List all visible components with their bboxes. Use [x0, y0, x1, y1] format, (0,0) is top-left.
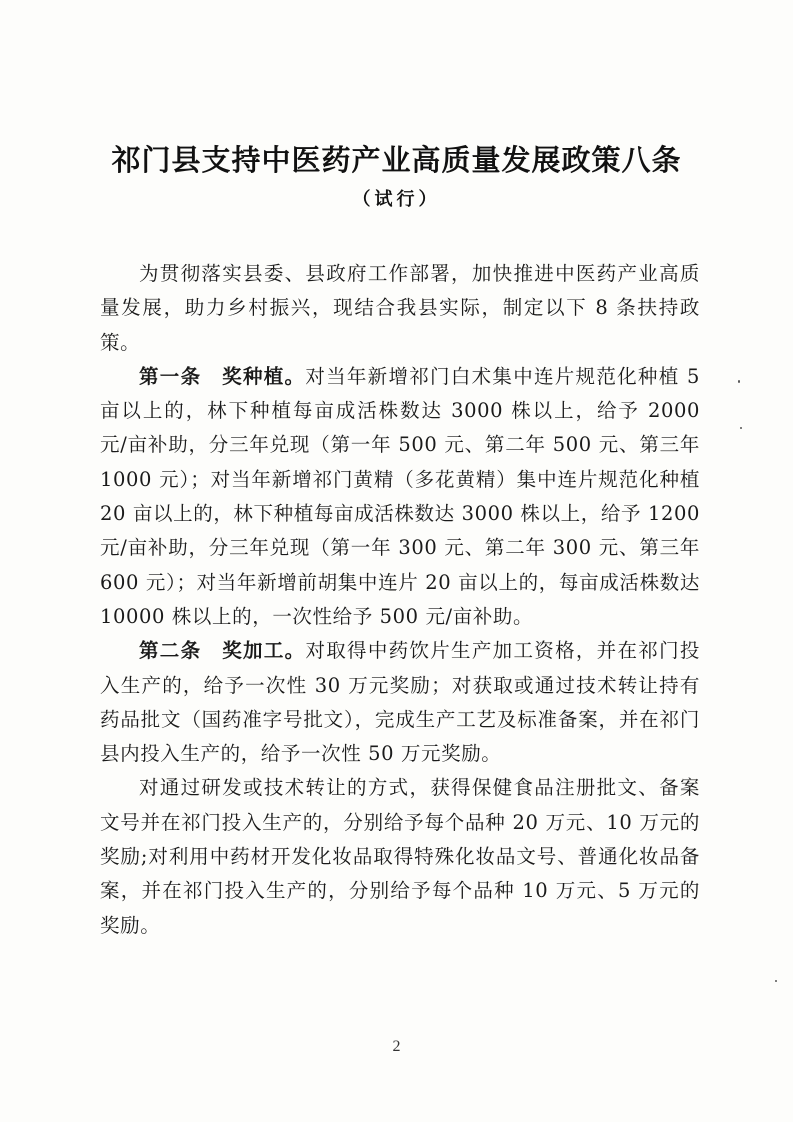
- document-subtitle: （试行）: [352, 189, 441, 210]
- article-2-continuation-paragraph: 对通过研发或技术转让的方式，获得保健食品注册批文、备案文号并在祁门投入生产的，分别给予每个品种 20 万元、10 万元的奖励;对利用中药材开发化妆品取得特殊化妆品文号、普通化妆品备案，并在祁门投入生产的，分别给予每个品种 10 万元、5 万元的奖励。: [100, 776, 700, 937]
- article-2-text: 对取得中药饮片生产加工资格，并在祁门投入生产的，给予一次性 30 万元奖励；对获取或通过技术转让持有药品批文（国药准字号批文），完成生产工艺及标准备案，并在祁门县内投入生产的，给予一次性 50 万元奖励。: [100, 639, 700, 766]
- scan-speck: [738, 380, 740, 383]
- article-2-paragraph: [100, 634, 700, 771]
- scan-speck: [775, 980, 777, 982]
- intro-paragraph: 为贯彻落实县委、县政府工作部署，加快推进中医药产业高质量发展，助力乡村振兴，现结合我县实际，制定以下 8 条扶持政策。: [100, 262, 700, 354]
- article-2-heading: 第二条 奖加工。: [139, 639, 306, 663]
- scan-speck: [740, 427, 742, 429]
- document-title: 祁门县支持中医药产业高质量发展政策八条: [111, 143, 682, 177]
- page-number: 2: [392, 1038, 401, 1055]
- article-1-heading: 第一条 奖种植。: [139, 364, 306, 388]
- article-1-paragraph: [100, 360, 700, 634]
- article-1-text: 对当年新增祁门白术集中连片规范化种植 5 亩以上的，林下种植每亩成活株数达 3000 株以上，给予 2000 元/亩补助，分三年兑现（第一年 500 元、第二年 500 元、第三年 1000 元）；对当年新增祁门黄精（多花黄精）集中连片规范化种植 20 亩以上的，林下种植每亩成活株数达 3000 株以上，给予 1200 元/亩补助，分三年兑现（第一年 300 元、第二年 300 元、第三年 600 元）；对当年新增前胡集中连片 20 亩以上的，每亩成活株数达 10000 株以上的，一次性给予 500 元/亩补助。: [100, 364, 700, 628]
- document-body: [100, 257, 700, 943]
